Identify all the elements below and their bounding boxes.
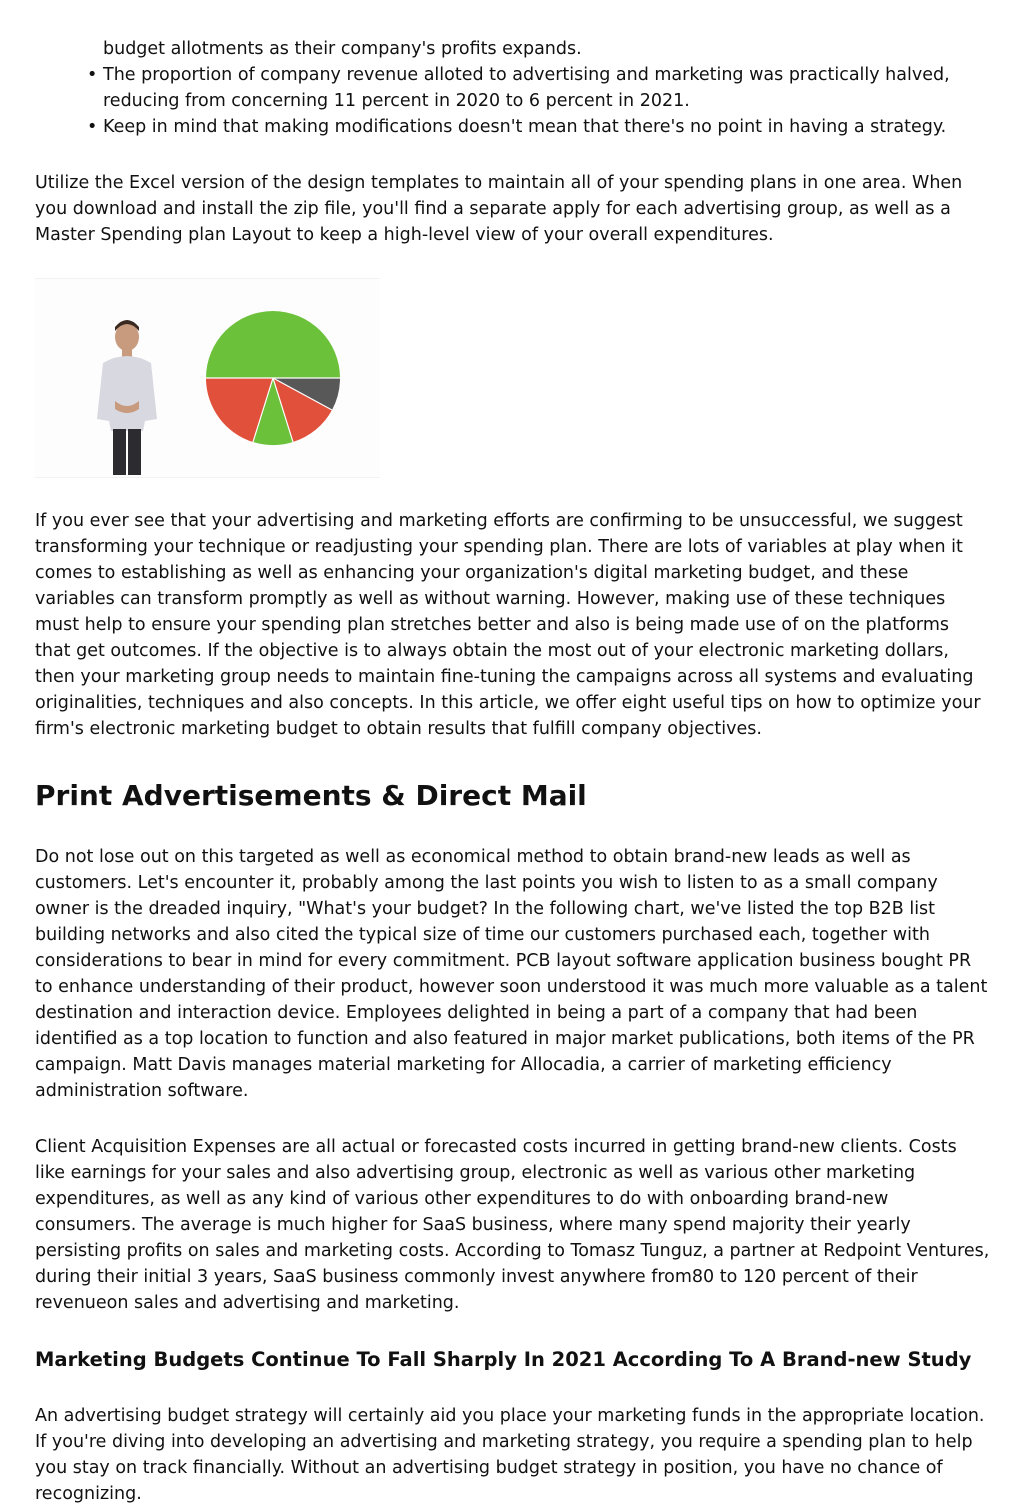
paragraph-unsuccessful: If you ever see that your advertising and marketing efforts are confirming to be unsuccessful, we suggest transforming your technique or readjusting your spending plan. There are lots of variables at play when it comes to establishing as well as enhancing your organization's digital marketing budget, and these variables can transform promptly as well as without warning. However, making use of these techniques must help to ensure your spending plan stretches better and also is being made use of on the platforms that get outcomes. If the objective is to always obtain the most out of your electronic marketing dollars, then your marketing group needs to maintain fine-tuning the campaigns across all systems and evaluating originalities, techniques and also concepts. In this article, we offer eight useful tips on how to optimize your firm's electronic marketing budget to obtain results that fulfill company objectives. bbox=[35, 511, 981, 739]
pie-chart bbox=[206, 311, 340, 445]
pie-slice-green-large bbox=[206, 311, 340, 378]
presenter-pie-image bbox=[35, 278, 380, 478]
paragraph-print: Do not lose out on this targeted as well as economical method to obtain brand-new leads as well as customers. Let's encounter it, probably among the last points you wish to listen to as a small company owner is the dreaded inquiry, "What's your budget? In the following chart, we've listed the top B2B list building networks and also cited the typical size of time our customers purchased each, together with considerations to bear in mind for every commitment. PCB layout software application business bought PR to enhance understanding of their product, however soon understood it was much more valuable as a talent destination and interaction device. Employees delighted in being a part of a company that had been identified as a top location to function and also featured in major market publications, both items of the PR campaign. Matt Davis manages material marketing for Allocadia, a carrier of marketing efficiency administration software. bbox=[35, 847, 988, 1101]
list-item: • The proportion of company revenue alloted to advertising and marketing was practically halved, reducing from concerning 11 percent in 2020 to 6 percent in 2021. bbox=[35, 62, 990, 114]
paragraph-strategy: An advertising budget strategy will certainly aid you place your marketing funds in the appropriate location. If you're diving into developing an advertising and marketing strategy, you require a spending plan to help you stay on track financially. Without an advertising budget strategy in position, you have no chance of recognizing. bbox=[35, 1406, 985, 1504]
heading-marketing-budgets: Marketing Budgets Continue To Fall Sharply In 2021 According To A Brand-new Study bbox=[35, 1348, 972, 1371]
list-item-continuation: budget allotments as their company's profits expands. bbox=[103, 39, 582, 59]
paragraph-excel: Utilize the Excel version of the design templates to maintain all of your spending plans in one area. When you download and install the zip file, you'll find a separate apply for each advertising group, as well as a Master Spending plan Layout to keep a high-level view of your overall expenditures. bbox=[35, 173, 963, 245]
presenter-pie-illustration bbox=[35, 279, 380, 477]
article bbox=[35, 36, 990, 1507]
paragraph-acquisition: Client Acquisition Expenses are all actual or forecasted costs incurred in getting brand-new clients. Costs like earnings for your sales and also advertising group, electronic as well as various other marketing expenditures, as well as any kind of various other expenditures to do with onboarding brand-new consumers. The average is much higher for SaaS business, where many spend majority their yearly persisting profits on sales and marketing costs. According to Tomasz Tunguz, a partner at Redpoint Ventures, during their initial 3 years, SaaS business commonly invest anywhere from80 to 120 percent of their revenueon sales and advertising and marketing. bbox=[35, 1137, 990, 1313]
shirt-shape bbox=[97, 356, 157, 431]
list-item: • Keep in mind that making modifications doesn't mean that there's no point in having a strategy. bbox=[35, 114, 990, 140]
intro-bullet-list bbox=[35, 36, 990, 140]
heading-print-advertisements: Print Advertisements & Direct Mail bbox=[35, 779, 587, 812]
presenter-figure bbox=[97, 320, 157, 475]
